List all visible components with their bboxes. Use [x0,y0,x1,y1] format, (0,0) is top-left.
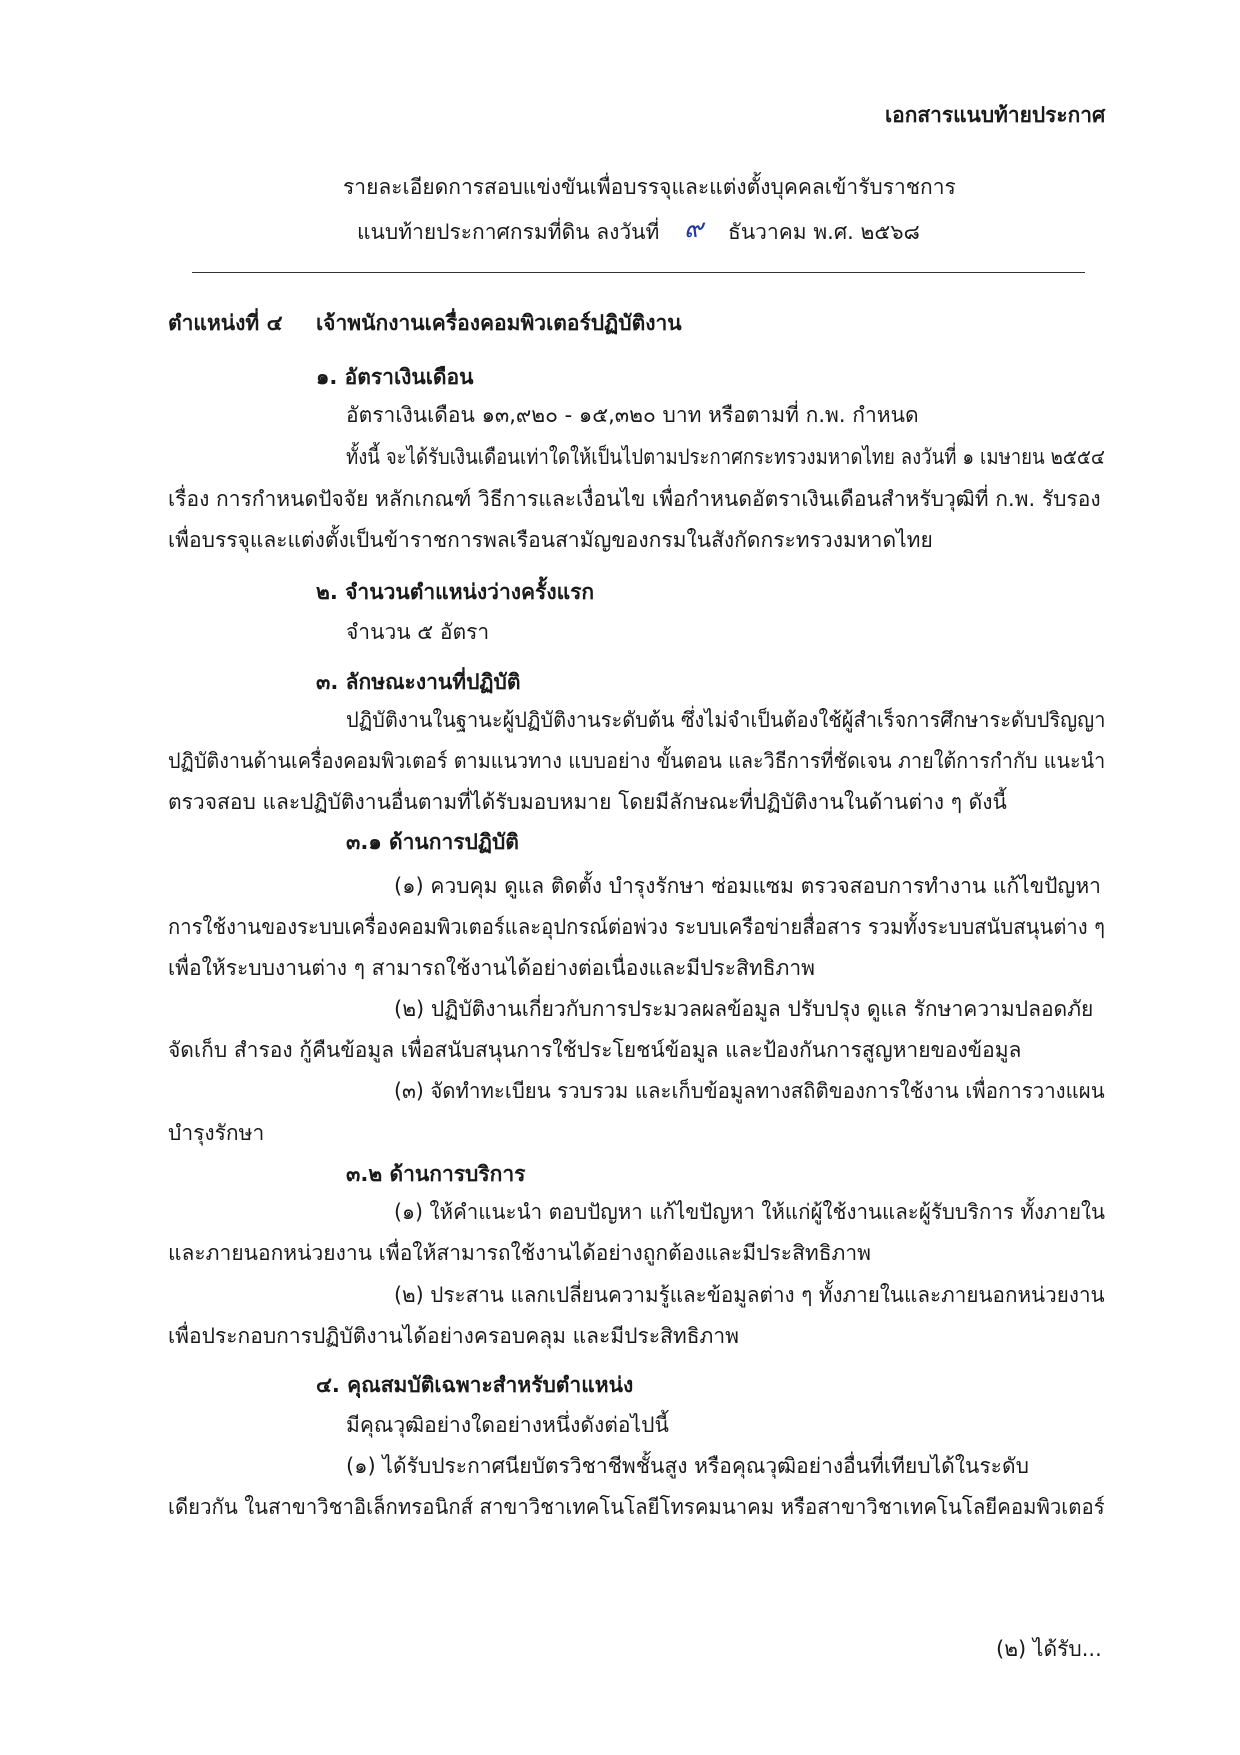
section4-intro: มีคุณวุฒิอย่างใดอย่างหนึ่งดังต่อไปนี้ [346,1413,669,1437]
section3-1-item1-line3: เพื่อให้ระบบงานต่าง ๆ สามารถใช้งานได้อย่างต่อเนื่องและมีประสิทธิภาพ [168,956,815,980]
section1-rate: อัตราเงินเดือน ๑๓,๙๒๐ - ๑๕,๓๒๐ บาท หรือตามที่ ก.พ. กำหนด [346,403,919,427]
section1-heading: ๑. อัตราเงินเดือน [316,365,474,389]
section3-1-item1-line2: การใช้งานของระบบเครื่องคอมพิวเตอร์และอุปกรณ์ต่อพ่วง ระบบเครือข่ายสื่อสาร รวมทั้งระบบสนับสนุนต่าง ๆ [168,915,1105,939]
section3-1-item3-line1: (๓) จัดทำทะเบียน รวบรวม และเก็บข้อมูลทางสถิติของการใช้งาน เพื่อการวางแผน [394,1079,1105,1103]
title-line-2-suffix: ธันวาคม พ.ศ. ๒๕๖๘ [728,220,920,244]
section2-heading: ๒. จำนวนตำแหน่งว่างครั้งแรก [316,580,595,604]
position-name: เจ้าพนักงานเครื่องคอมพิวเตอร์ปฏิบัติงาน [316,311,682,335]
continuation-note: (๒) ได้รับ... [996,1637,1102,1661]
section4-item1-line2: เดียวกัน ในสาขาวิชาอิเล็กทรอนิกส์ สาขาวิชาเทคโนโลยีโทรคมนาคม หรือสาขาวิชาเทคโนโลยีคอมพิวเตอร์ [168,1495,1105,1519]
section1-note-line2: เรื่อง การกำหนดปัจจัย หลักเกณฑ์ วิธีการและเงื่อนไข เพื่อกำหนดอัตราเงินเดือนสำหรับวุฒิที่ ก.พ. รับรอง [168,487,1101,511]
title-line-1: รายละเอียดการสอบแข่งขันเพื่อบรรจุและแต่งตั้งบุคคลเข้ารับราชการ [343,175,956,199]
section3-2-item2-line1: (๒) ประสาน แลกเปลี่ยนความรู้และข้อมูลต่าง ๆ ทั้งภายในและภายนอกหน่วยงาน [394,1283,1105,1307]
header-tag: เอกสารแนบท้ายประกาศ [885,103,1106,127]
section3-1-item3-line2: บำรุงรักษา [168,1121,265,1145]
section3-1-heading: ๓.๑ ด้านการปฏิบัติ [346,830,519,854]
section2-count: จำนวน ๕ อัตรา [346,620,490,644]
section3-2-item1-line2: และภายนอกหน่วยงาน เพื่อให้สามารถใช้งานได้อย่างถูกต้องและมีประสิทธิภาพ [168,1241,872,1265]
section4-heading: ๔. คุณสมบัติเฉพาะสำหรับตำแหน่ง [316,1373,634,1397]
title-line-2-prefix: แนบท้ายประกาศกรมที่ดิน ลงวันที่ [357,220,660,244]
section3-1-item2-line2: จัดเก็บ สำรอง กู้คืนข้อมูล เพื่อสนับสนุนการใช้ประโยชน์ข้อมูล และป้องกันการสูญหายของข้อมูล [168,1038,1022,1062]
section3-2-heading: ๓.๒ ด้านการบริการ [346,1162,526,1186]
section3-1-item1-line1: (๑) ควบคุม ดูแล ติดตั้ง บำรุงรักษา ซ่อมแซม ตรวจสอบการทำงาน แก้ไขปัญหา [394,874,1101,898]
title-day-handwritten: ๙ [684,214,704,244]
section1-note-line1: ทั้งนี้ จะได้รับเงินเดือนเท่าใดให้เป็นไปตามประกาศกระทรวงมหาดไทย ลงวันที่ ๑ เมษายน ๒๕๕๔ [346,445,1105,469]
section3-heading: ๓. ลักษณะงานที่ปฏิบัติ [316,670,521,694]
section3-intro-line3: ตรวจสอบ และปฏิบัติงานอื่นตามที่ได้รับมอบหมาย โดยมีลักษณะที่ปฏิบัติงานในด้านต่าง ๆ ดังนี้ [168,790,1007,814]
section3-2-item2-line2: เพื่อประกอบการปฏิบัติงานได้อย่างครอบคลุม และมีประสิทธิภาพ [168,1324,739,1348]
section3-2-item1-line1: (๑) ให้คำแนะนำ ตอบปัญหา แก้ไขปัญหา ให้แก่ผู้ใช้งานและผู้รับบริการ ทั้งภายใน [394,1200,1106,1224]
title-divider [192,272,1085,273]
section3-intro-line1: ปฏิบัติงานในฐานะผู้ปฏิบัติงานระดับต้น ซึ่งไม่จำเป็นต้องใช้ผู้สำเร็จการศึกษาระดับปริญญา [346,708,1106,732]
section1-note-line3: เพื่อบรรจุและแต่งตั้งเป็นข้าราชการพลเรือนสามัญของกรมในสังกัดกระทรวงมหาดไทย [168,528,933,552]
section3-intro-line2: ปฏิบัติงานด้านเครื่องคอมพิวเตอร์ ตามแนวทาง แบบอย่าง ขั้นตอน และวิธีการที่ชัดเจน ภายใต้การกำกับ แนะนำ [168,749,1106,773]
section3-1-item2-line1: (๒) ปฏิบัติงานเกี่ยวกับการประมวลผลข้อมูล ปรับปรุง ดูแล รักษาความปลอดภัย [394,997,1094,1021]
position-label: ตำแหน่งที่ ๔ [168,311,283,335]
section4-item1-line1: (๑) ได้รับประกาศนียบัตรวิชาชีพชั้นสูง หรือคุณวุฒิอย่างอื่นที่เทียบได้ในระดับ [346,1454,1029,1478]
